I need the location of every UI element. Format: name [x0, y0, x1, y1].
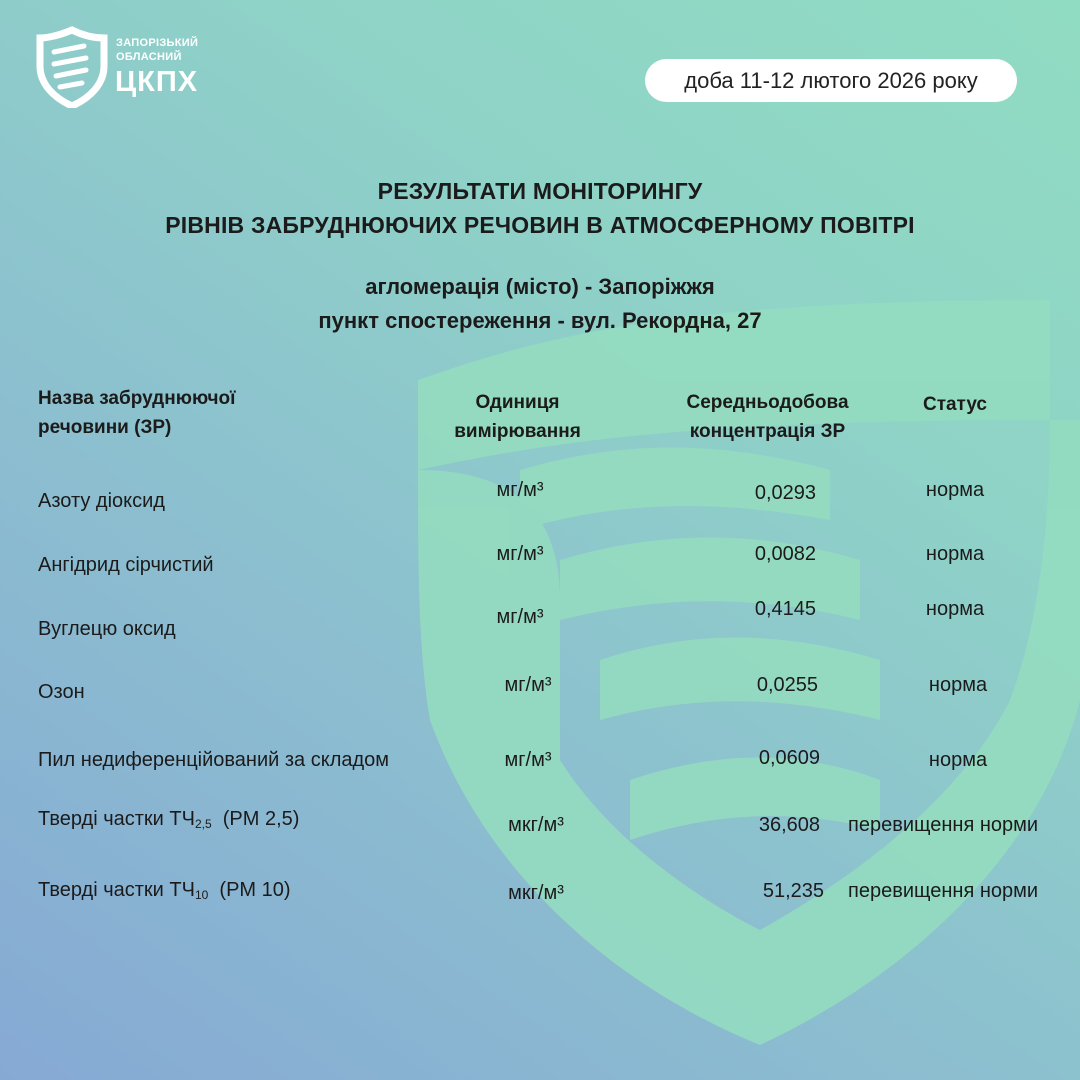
row-5-status: норма — [928, 749, 988, 771]
title-line1: РЕЗУЛЬТАТИ МОНІТОРИНГУ — [377, 178, 703, 204]
header-conc-line2: концентрація ЗР — [689, 421, 846, 442]
row-4-concentration: 0,0255 — [756, 674, 818, 696]
row-1-name: Азоту діоксид — [38, 490, 165, 512]
row-3-status: норма — [925, 598, 985, 620]
row-3-concentration: 0,4145 — [754, 598, 816, 620]
location-city: агломерація (місто) - Запоріжжя — [365, 274, 715, 299]
header-conc-line1: Середньодобова — [686, 392, 849, 413]
header-unit — [430, 388, 605, 446]
header-status: Статус — [922, 394, 988, 415]
row-2-unit: мг/м³ — [496, 543, 544, 565]
row-1-concentration: 0,0293 — [754, 482, 816, 504]
brand-logo — [36, 26, 236, 110]
row-7-name-prefix: Тверді частки ТЧ — [38, 879, 195, 901]
row-7-concentration: 51,235 — [762, 880, 824, 902]
brand-line1: ЗАПОРІЗЬКИЙ — [116, 37, 199, 49]
page-title — [0, 174, 1080, 242]
date-badge: доба 11-12 лютого 2026 року — [645, 59, 1017, 102]
row-2-concentration: 0,0082 — [754, 543, 816, 565]
row-4-name: Озон — [38, 681, 85, 703]
header-name-line2: речовини (ЗР) — [38, 417, 172, 438]
row-3-unit: мг/м³ — [496, 606, 544, 628]
row-1-status: норма — [925, 479, 985, 501]
title-line2: РІВНІВ ЗАБРУДНЮЮЧИХ РЕЧОВИН В АТМОСФЕРНОМУ ПОВІТРІ — [165, 212, 915, 238]
row-4-unit: мг/м³ — [504, 674, 552, 696]
brand-line2: ОБЛАСНИЙ — [116, 51, 182, 63]
header-name — [38, 384, 235, 442]
row-6-name-prefix: Тверді частки ТЧ — [38, 808, 195, 830]
row-6-name-suffix: (PM 2,5) — [222, 808, 300, 830]
row-7-status: перевищення норми — [848, 880, 1039, 902]
header-name-line1: Назва забруднюючої — [38, 388, 236, 409]
location-info — [0, 270, 1080, 338]
shield-logo-icon — [36, 26, 108, 108]
row-5-unit: мг/м³ — [504, 749, 552, 771]
row-1-unit: мг/м³ — [496, 479, 544, 501]
row-6-status: перевищення норми — [848, 814, 1039, 836]
row-3-name: Вуглецю оксид — [38, 618, 176, 640]
row-6-concentration: 36,608 — [758, 814, 820, 836]
header-concentration — [660, 388, 875, 446]
row-7-name-subscript: 10 — [194, 888, 209, 902]
row-5-name: Пил недиференційований за складом — [38, 749, 390, 771]
row-6-unit: мкг/м³ — [508, 814, 564, 836]
row-4-status: норма — [928, 674, 988, 696]
row-2-status: норма — [925, 543, 985, 565]
row-6-name-subscript: 2,5 — [194, 817, 212, 831]
row-6-name — [38, 808, 299, 831]
header-unit-line1: Одиниця — [475, 392, 560, 413]
location-station: пункт спостереження - вул. Рекордна, 27 — [318, 308, 762, 333]
row-5-concentration: 0,0609 — [758, 747, 820, 769]
header-unit-line2: вимірювання — [454, 421, 581, 442]
row-7-name — [38, 879, 291, 902]
row-2-name: Ангідрид сірчистий — [38, 554, 214, 576]
row-7-unit: мкг/м³ — [508, 882, 564, 904]
row-7-name-suffix: (PM 10) — [219, 879, 291, 901]
brand-name: ЦКПХ — [115, 66, 199, 98]
